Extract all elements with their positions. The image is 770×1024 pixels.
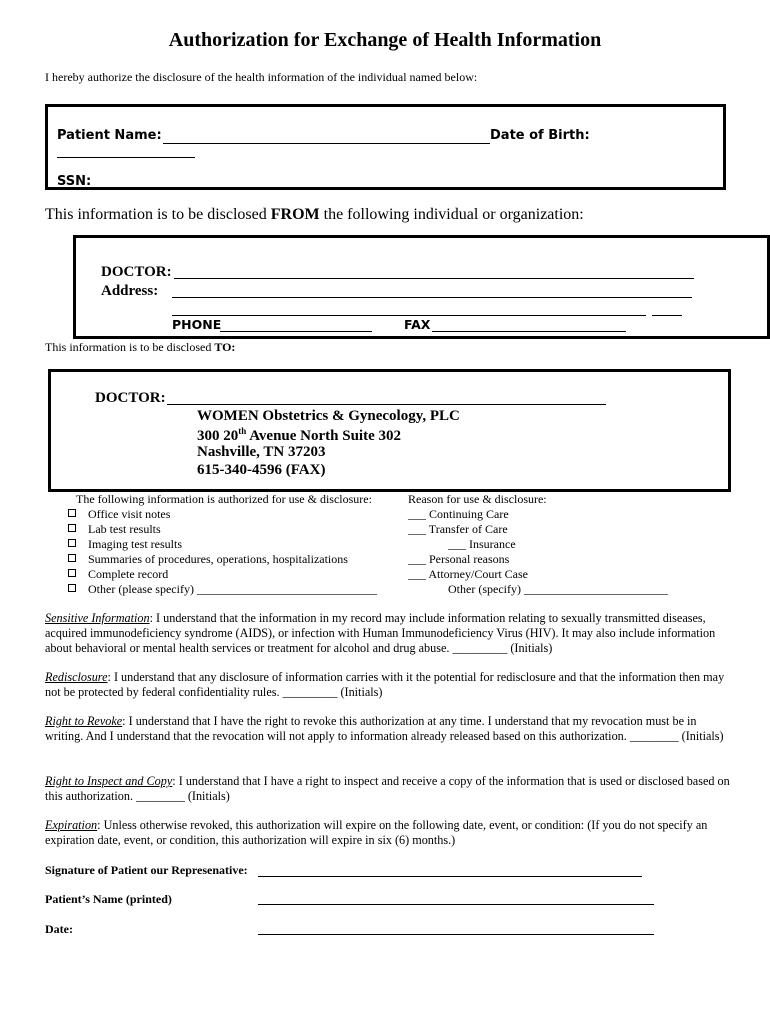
phone-field[interactable] xyxy=(220,331,372,332)
reason-personal[interactable]: ___ Personal reasons xyxy=(408,552,510,566)
reason-insurance[interactable]: ___ Insurance xyxy=(448,537,516,551)
redisclosure-section xyxy=(45,670,735,700)
to-statement-bold: TO: xyxy=(214,340,236,354)
checkbox-icon[interactable] xyxy=(68,524,76,532)
practice-fax: 615-340-4596 (FAX) xyxy=(197,462,326,478)
from-doctor-field[interactable] xyxy=(174,278,694,279)
reason-continuing-care[interactable]: ___ Continuing Care xyxy=(408,507,509,521)
practice-address-sup: th xyxy=(238,426,247,436)
from-statement-pre: This information is to be disclosed xyxy=(45,206,271,223)
address-label: Address: xyxy=(101,283,159,299)
info-item-label: Office visit notes xyxy=(88,507,171,521)
checkbox-icon[interactable] xyxy=(68,569,76,577)
right-to-revoke-section xyxy=(45,714,735,744)
from-statement-bold: FROM xyxy=(270,206,320,223)
info-item-label: Lab test results xyxy=(88,522,161,536)
from-statement xyxy=(45,206,584,224)
fax-label: FAX xyxy=(404,317,431,332)
section-text: : Unless otherwise revoked, this authorization will expire on the following date, event, or condition: (If you do not specify an expiration date, event, or condition, this authorization will expire in six (6) months.) xyxy=(45,818,708,847)
practice-name: WOMEN Obstetrics & Gynecology, PLC xyxy=(197,408,460,424)
from-statement-post: the following individual or organization: xyxy=(319,206,584,223)
expiration-section xyxy=(45,818,735,848)
section-heading: Redisclosure xyxy=(45,670,108,684)
dob-field[interactable] xyxy=(57,157,195,158)
date-label: Date: xyxy=(45,922,73,936)
info-item-label: Other (please specify) ______________________________ xyxy=(88,582,377,596)
to-statement xyxy=(45,340,235,355)
checkbox-icon[interactable] xyxy=(68,509,76,517)
practice-city: Nashville, TN 37203 xyxy=(197,444,326,460)
to-doctor-field[interactable] xyxy=(167,404,606,405)
from-doctor-label: DOCTOR: xyxy=(101,264,172,280)
sensitive-information-section xyxy=(45,611,735,656)
to-statement-pre: This information is to be disclosed xyxy=(45,340,215,354)
info-item-imaging[interactable] xyxy=(68,537,377,552)
checkbox-icon[interactable] xyxy=(68,554,76,562)
info-item-label: Summaries of procedures, operations, hospitalizations xyxy=(88,552,348,566)
checkbox-icon[interactable] xyxy=(68,584,76,592)
signature-field[interactable] xyxy=(258,876,642,877)
section-text: : I understand that the information in my record may include information relating to sexually transmitted diseases, acquired immunodeficiency syndrome (AIDS), or infection with Human Immunodeficiency Virus (HIV). It may also include information about behavioral or mental health services or treatment for alcohol and drug abuse. _________ (Initials) xyxy=(45,611,716,655)
section-text: : I understand that any disclosure of information carries with it the potential for redisclosure and that the information then may not be protected by federal confidentiality rules. _________ (Initials) xyxy=(45,670,725,699)
practice-address xyxy=(197,426,401,445)
address-field-line-1[interactable] xyxy=(172,297,692,298)
section-heading: Sensitive Information xyxy=(45,611,150,625)
info-list-heading: The following information is authorized for use & disclosure: xyxy=(76,492,372,506)
ssn-label: SSN: xyxy=(57,174,92,189)
info-item-summaries[interactable] xyxy=(68,552,377,567)
signature-label: Signature of Patient our Represenative: xyxy=(45,863,248,877)
info-item-complete-record[interactable] xyxy=(68,567,377,582)
date-field[interactable] xyxy=(258,934,654,935)
page-title: Authorization for Exchange of Health Information xyxy=(168,29,602,51)
section-heading: Expiration xyxy=(45,818,98,832)
from-doctor-box xyxy=(73,235,770,339)
patient-name-label: Patient Name: xyxy=(57,128,162,143)
address-field-line-2b[interactable] xyxy=(652,315,682,316)
section-text: : I understand that I have a right to inspect and receive a copy of the information that is used or disclosed based on this authorization. ________ (Initials) xyxy=(45,774,730,803)
info-item-other[interactable] xyxy=(68,582,377,597)
info-item-lab-results[interactable] xyxy=(68,522,377,537)
info-item-label: Imaging test results xyxy=(88,537,182,551)
info-item-office-visit[interactable] xyxy=(68,507,377,522)
reason-attorney[interactable]: ___ Attorney/Court Case xyxy=(408,567,528,581)
patient-info-box xyxy=(45,104,726,190)
intro-text: I hereby authorize the disclosure of the health information of the individual named below: xyxy=(45,70,478,84)
info-item-label: Complete record xyxy=(88,567,169,581)
to-doctor-box xyxy=(48,369,731,492)
section-heading: Right to Inspect and Copy xyxy=(45,774,173,788)
section-text: : I understand that I have the right to revoke this authorization at any time. I understand that my revocation must be in writing. And I understand that the revocation will not apply to information already released based on this authorization. ________ (Initials) xyxy=(45,714,724,743)
reason-list xyxy=(408,507,708,597)
phone-label: PHONE xyxy=(172,317,222,332)
dob-label: Date of Birth: xyxy=(490,128,590,143)
checkbox-icon[interactable] xyxy=(68,539,76,547)
reason-other[interactable]: Other (specify) ________________________ xyxy=(448,582,668,596)
reason-list-heading: Reason for use & disclosure: xyxy=(408,492,547,506)
info-list xyxy=(68,507,377,597)
right-to-inspect-section xyxy=(45,774,735,804)
practice-address-number: 300 20 xyxy=(197,428,239,444)
to-doctor-label: DOCTOR: xyxy=(95,390,166,406)
address-field-line-2[interactable] xyxy=(172,315,646,316)
patient-printed-name-label: Patient’s Name (printed) xyxy=(45,892,172,906)
fax-field[interactable] xyxy=(432,331,626,332)
reason-transfer-of-care[interactable]: ___ Transfer of Care xyxy=(408,522,508,536)
patient-name-field[interactable] xyxy=(163,143,490,144)
section-heading: Right to Revoke xyxy=(45,714,123,728)
practice-address-street: Avenue North Suite 302 xyxy=(246,428,401,444)
patient-printed-name-field[interactable] xyxy=(258,904,654,905)
